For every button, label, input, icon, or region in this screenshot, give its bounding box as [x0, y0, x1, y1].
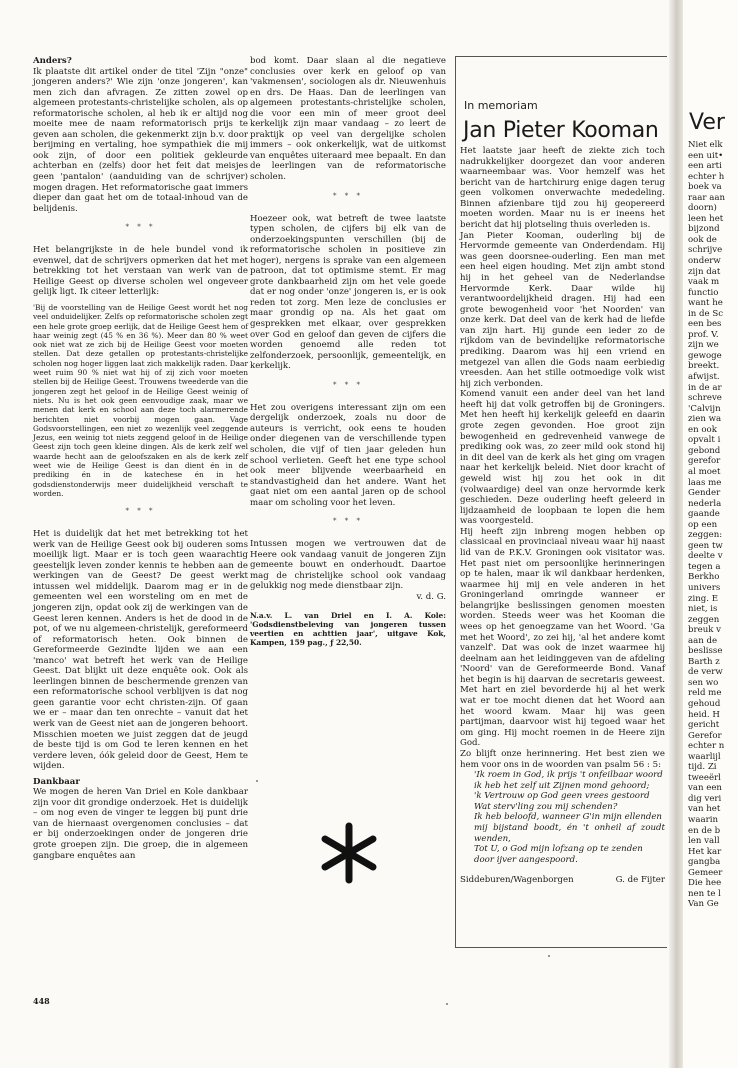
block-quote: 'Bij de voorstelling van de Heilige Geest wordt het nog veel onduidelijker. Zelfs op reformatorische scholen zegt een hele grote groep eerlijk, dat de Heilige Geest hem of haar weinig zegt (45 % en 36 %). Meer dan 80 % weet ook niet wat ze zich bij de Heilige Geest voor moeten stellen. Dat deze getallen op protestants-christelijke scholen nog hoger liggen laat zich makkelijk raden. Daar weet ruim 90 % niet wat hij of zij zich voor moeten stellen bij de Heilige Geest. Trouwens tweederde van die jongeren zegt het geloof in de Heilige Geest weinig of niets. Nu is het ook geen eenvoudige zaak, maar we menen dat kerk en school aan deze toch alarmerende berichten niet voorbij mogen gaan. Vage Godsvoorstellingen, een niet zo wezenlijk veel zeggende Jezus, een weinig tot niets zeggend geloof in de Heilige Geest zijn toch geen kleine dingen. Als de kerk zelf wel waarde hecht aan de geloofszaken en als de kerk zelf weet wie de Heilige Geest is dan dient én in de prediking én in de katechese én in het godsdienstonderwijs meer duidelijkheid verschaft te worden. [33, 302, 248, 498]
right-page-line: een arti [688, 161, 722, 172]
right-page-line: tijd. Zi [688, 762, 717, 773]
right-page-line: schrijve [688, 245, 723, 256]
paragraph: bod komt. Daar slaan al die negatieve conclusies over kerk en geloof op van 'vakmensen', sociologen als dr. Nieuwenhuis en drs. De Haas. Dan de leerlingen van algemeen protestants-christelijke scholen, die voor een min of meer groot deel kerkelijk zijn maar vandaag – zo leert de praktijk op veel van dergelijke scholen immers – ook onkerkelijk, wat de uitkomst van enquêtes uiteraard mee bepaalt. En dan de leerlingen van de reformatorische scholen. [250, 56, 446, 183]
right-page-line: gehoud [688, 698, 721, 709]
paragraph: Ik plaatste dit artikel onder de titel 'Zijn "onze" jongeren anders?' Wie zijn 'onze jongeren', kan men zich dan afvragen. Ze zitten zowel op algemeen protestants-christelijke scholen, als op reformatorische scholen, al heb ik er altijd nog moeite mee de naam reformatorisch prijs te geven aan scholen, die gekenmerkt zijn b.v. door berijming en vertaling, hoe sympathiek die mij ook zijn, of door een politiek gekleurde achterban en (zelfs) door het feit dat meisjes geen 'pantalon' (aanduiding van de schrijver) mogen dragen. Het reformatorische gaat immers dieper dan gaat het om de totaal-inhoud van de belijdenis. [33, 66, 248, 214]
right-page-line: op een [688, 519, 718, 530]
right-page-line: univers [688, 582, 721, 593]
right-page-line: gerefor [688, 456, 721, 467]
heading-dankbaar: Dankbaar [33, 776, 80, 787]
right-page-line: bijzond [688, 224, 720, 235]
memoriam-footer [460, 875, 665, 886]
right-page-line: zijn dat [688, 266, 721, 277]
right-page-line: reld me [688, 688, 722, 699]
right-page-line: zijn we [688, 340, 719, 351]
section-divider: * * * [333, 191, 363, 200]
right-page-line: 'Calvijn [688, 403, 721, 414]
paragraph: Hoezeer ook, wat betreft de twee laatste typen scholen, de cijfers bij elk van de onderzoekingspunten verschillen (bij de reformatorische scholen in positieve zin hoger), nergens is sprake van een algemeen patroon, dat tot optimisme stemt. Er mag grote dankbaarheid zijn om het vele goede dat er nog onder 'onze' jongeren is, er is ook reden tot zorg. Men leze de conclusies er maar grondig op na. Als het gaat om gesprekken met elkaar, over gesprekken over God en geloof dan geven de cijfers die worden genoemd alle reden tot zelfonderzoek, persoonlijk, gemeentelijk, en kerkelijk. [250, 213, 446, 372]
right-page-line: de verw [688, 667, 723, 678]
book-spine [669, 0, 683, 1068]
paragraph: Intussen mogen we vertrouwen dat de Heere ook vandaag vanuit de jongeren Zijn gemeente bouwt en onderhoudt. Daartoe mag de christelijke school ook vandaag gelukkig nog mede dienstbaar zijn. [250, 539, 446, 592]
right-page-line: breuk v [688, 625, 722, 636]
memoriam-label: In memoriam [464, 99, 538, 112]
section-divider: * * * [333, 517, 363, 526]
right-page-line: heid. H [688, 709, 720, 720]
right-page-line: onderw [688, 256, 721, 267]
paragraph: Het zou overigens interessant zijn om een dergelijk onderzoek, zoals nu door de auteurs is verricht, ook eens te houden onder diegenen van de verschillende typen scholen, die vijf of tien jaar geleden hun school verlieten. Geeft het ene type school ook meer blijvende weerbaarheid en standvastigheid dan het andere. Want het gaat niet om een aantal jaren op de school maar om scholing voor het leven. [250, 402, 446, 508]
right-page-line: ook de [688, 234, 717, 245]
right-page-line: in de ar [688, 382, 722, 393]
right-page-line: raar aan [688, 192, 725, 203]
verse-line: Ik heb beloofd, wanneer G'in mijn ellenden [474, 812, 662, 823]
right-page-line: niet, is [688, 604, 718, 615]
right-page-line: schreve [688, 393, 722, 404]
right-page-line: gangba [688, 857, 721, 868]
right-page-line: doorn) [688, 203, 717, 214]
right-page-line: waarlijl [688, 751, 721, 762]
right-page-line: in de Sc [688, 308, 724, 319]
right-page-line: een bes [688, 319, 722, 330]
right-page-line: waarin [688, 815, 718, 825]
right-page-line: geen tw [688, 540, 723, 551]
right-page-line: Berkho [688, 572, 720, 583]
right-page-line: afwijst. [688, 372, 720, 383]
column-1 [33, 56, 248, 861]
right-page-line: beslisse [688, 646, 723, 657]
right-page-line: Gerefor [688, 730, 722, 741]
verse-line: Tot U, o God mijn lofzang op te zenden [474, 844, 643, 855]
right-page-line: gaande [688, 509, 720, 520]
right-page-line: aan de [688, 635, 718, 646]
right-page-line: echter n [688, 741, 725, 752]
right-page-line: zien wa [688, 414, 722, 425]
speck [256, 780, 258, 782]
verse-line: mij bijstand boodt, én 't onheil af zoudt wenden, [474, 823, 665, 844]
right-page-line: gewoge [688, 350, 722, 361]
paragraph: We mogen de heren Van Driel en Kole dankbaar zijn voor dit grondige onderzoek. Het is duidelijk – om nog even de vinger te leggen bij punt drie van de hiernaast overgenomen conclusies – dat er bij onderzoekingen onder de jongeren drie grote groepen zijn. Die groep, die in algemeen gangbare enquêtes aan [33, 787, 248, 861]
paragraph: Het laatste jaar heeft de ziekte zich toch nadrukkelijker doorgezet dan voor anderen waarneembaar was. Voor hemzelf was het bericht van de hartchirurg enige dagen terug geen volkomen onverwachte mededeling. Binnen afzienbare tijd zou hij geopereerd moeten worden. Maar nu is er ineens het bericht dat hij plotseling thuis overleden is. [460, 146, 665, 231]
verse-line: Wat sterv'ling zou mij schenden? [474, 801, 618, 812]
verse-line: 'Ik roem in God, ik prijs 't onfeilbaar woord [474, 770, 663, 781]
right-page-line: nederla [688, 498, 722, 509]
right-page-line: zing. E [688, 593, 719, 604]
right-page-line: opvalt i [688, 435, 721, 446]
paragraph: Het is duidelijk dat het met betrekking tot het werk van de Heilige Geest ook bij ouderen soms moeilijk ligt. Maar er is toch geen waarachtig geestelijk leven zonder kennis te hebben aan de werkingen van de Geest? De geest werkt intussen wel middelijk. Daarom mag er in de gemeenten wel een worsteling om en met de jongeren zijn, opdat ook zij de werkingen van de Geest leren kennen. Anders is het de dood in de pot, of we nu algemeen-christelijk, gereformeerd of reformatorisch heten. Ook binnen de Gereformeerde Gezindte lijden we aan een 'manco' wat betreft het werk van de Heilige Geest. Dat blijkt uit deze enquête ook. Ook als leerlingen binnen de beschermende grenzen van een reformatorische school verblijven is dat nog geen garantie voor echt christen-zijn. Of gaan we er – maar dan ten onrechte – vanuit dat het werk van de Geest niet aan de jongeren behoort. Misschien moeten we juist zeggen dat de jeugd de beste tijd is om God te leren kennen en het verdere leven, óók geleid door de Geest, Hem te wijden. [33, 529, 248, 772]
right-page-line: laas me [688, 477, 722, 488]
section-divider: * * * [125, 223, 156, 232]
right-page-line: Het kar [688, 846, 722, 857]
right-page-line: Gemeer [688, 867, 723, 878]
right-page-line: nen te l [688, 888, 721, 899]
right-page-line: gericht [688, 720, 720, 731]
right-page-text [688, 140, 725, 910]
paragraph: Komend vanuit een ander deel van het land heeft hij dat volk getroffen bij de Groningers. Met hen heeft hij kerkelijk geleefd en daarin grote zegen gevonden. Hoe groot zijn bewogenheid en gedrevenheid vanwege de prediking ook was, zo zeer mild ook stond hij in dit deel van de kerk als het ging om vragen naar het kerkelijk beleid. Niet door kracht of geweld wist hij zou het ook in dit (volwaardige) deel van onze hervormde kerk geschieden. Deze ouderling heeft geleerd in lijdzaamheid de loopbaan te lopen die hem was voorgesteld. [460, 389, 665, 527]
right-page-line: sen wo [688, 677, 719, 688]
book-reference: N.a.v. L. van Driel en I. A. Kole: 'Godsdienstbeleving van jongeren tussen veertien en achttien jaar', uitgave Kok, Kampen, 159 pag., ƒ 22,50. [250, 610, 446, 648]
right-page-title: Ver [689, 110, 725, 135]
paragraph: Hij heeft zijn inbreng mogen hebben op classicaal en provinciaal niveau waar hij naast lid van de P.K.V. Groningen ook visitator was. Het past niet om persoonlijke herinneringen op te halen, maar ik wil dankbaar herdenken, waarmee hij mij en vele anderen in het Groningerland omringde wanneer er belangrijke beslissingen genomen moesten worden. Steeds weer was het Kooman die wees op het genoegzame van het Woord. 'Ga met het Woord', zo zei hij, 'al het andere komt vanzelf'. Dat was ook de inzet waarmee hij deelnam aan het leidinggeven van de afdeling 'Noord' van de Gereformeerde Bond. Vanaf het begin is hij daarvan de secretaris geweest. Met hart en ziel bevorderde hij al het werk wat er toe mocht dienen dat het Woord aan het woord kwam. Maar hij was geen partijman, daarvoor wist hij tegoed waar het om ging. Hij mocht roemen in de Heere zijn God. [460, 526, 665, 749]
right-page-line: want he [688, 298, 723, 309]
section-divider: * * * [333, 380, 363, 389]
page-number: 448 [33, 996, 50, 1006]
asterisk-ornament-icon [316, 820, 382, 886]
speck [446, 1003, 448, 1005]
right-page-line: tegen a [688, 561, 721, 572]
right-page-line: dig veri [688, 793, 722, 804]
psalm-verse [460, 770, 665, 865]
right-page-line: Barth z [688, 656, 720, 667]
right-page-line: deelte v [688, 551, 723, 562]
heading-anders: Anders? [33, 56, 72, 66]
right-page-line: Van Ge [688, 899, 719, 910]
right-page-line: een uit• [688, 150, 724, 161]
right-page-line: zeggen: [688, 530, 723, 541]
right-page-fragment [683, 0, 738, 1068]
paragraph: Zo blijft onze herinnering. Het best zien we hem voor ons in de woorden van psalm 56 : 5: [460, 748, 665, 770]
right-page-line: prof. V. [688, 329, 719, 340]
right-page-line: van een [688, 783, 722, 794]
right-page-line: tweeërl [688, 772, 721, 783]
right-page-line: vaak m [688, 277, 720, 288]
signature: v. d. G. [416, 591, 446, 602]
right-page-line: echter h [688, 171, 725, 182]
right-page-line: van het [688, 804, 721, 815]
right-page-line: en de b [688, 825, 721, 836]
right-page-line: en ook [688, 424, 717, 435]
right-page-line: breekt. [688, 361, 720, 372]
right-page-line: leen het [688, 213, 724, 224]
speck [548, 955, 550, 957]
verse-line: ik heb het zelf uit Zijnen mond gehoord; [474, 780, 650, 791]
memoriam-title: Jan Pieter Kooman [463, 118, 659, 143]
column-2 [250, 56, 446, 648]
right-page-line: boek va [688, 182, 722, 193]
right-page-line: al moet [688, 466, 721, 477]
paragraph: Het belangrijkste in de hele bundel vond ik evenwel, dat de schrijvers opmerken dat het met betrekking tot het verstaan van werk van de Heilige Geest op diverse scholen wel ongeveer gelijk ligt. Ik citeer letterlijk: [33, 245, 248, 298]
place-name: Siddeburen/Wagenborgen [460, 875, 574, 886]
memoriam-column [460, 146, 665, 886]
verse-line: door ijver aangespoord. [474, 854, 578, 865]
author-name: G. de Fijter [615, 875, 665, 886]
right-page-line: functio [688, 287, 719, 298]
right-page-line: len vall [688, 836, 720, 847]
right-page-line: zeggen [688, 614, 720, 625]
right-page-line: Niet elk [688, 140, 723, 150]
section-divider: * * * [125, 507, 156, 516]
right-page-line: Die hee [688, 878, 722, 889]
paragraph: Jan Pieter Kooman, ouderling bij de Hervormde gemeente van Onderdendam. Hij was geen doorsnee-ouderling. Een man met een heel eigen houding. Met zijn ambt stond hij in het geheel van de Nederlandse Hervormde Kerk. Daar wilde hij verantwoordelijkheid dragen. Hij had een grote bewogenheid voor 'het Noorden' van onze kerk. Dat deel van de kerk had de liefde van zijn hart. Hij gunde een ieder zo de rijkdom van de bevindelijke reformatorische prediking. Daarom was hij een vriend en metgezel van allen die Gods naam eerbiedig vreesden. Aan het stille ootmoedige volk wist hij zich verbonden. [460, 230, 665, 389]
verse-line: 'k Vertrouw op God geen vrees gestoord [474, 791, 650, 802]
right-page-line: gebond [688, 445, 721, 456]
right-page-line: Gender [688, 488, 721, 499]
